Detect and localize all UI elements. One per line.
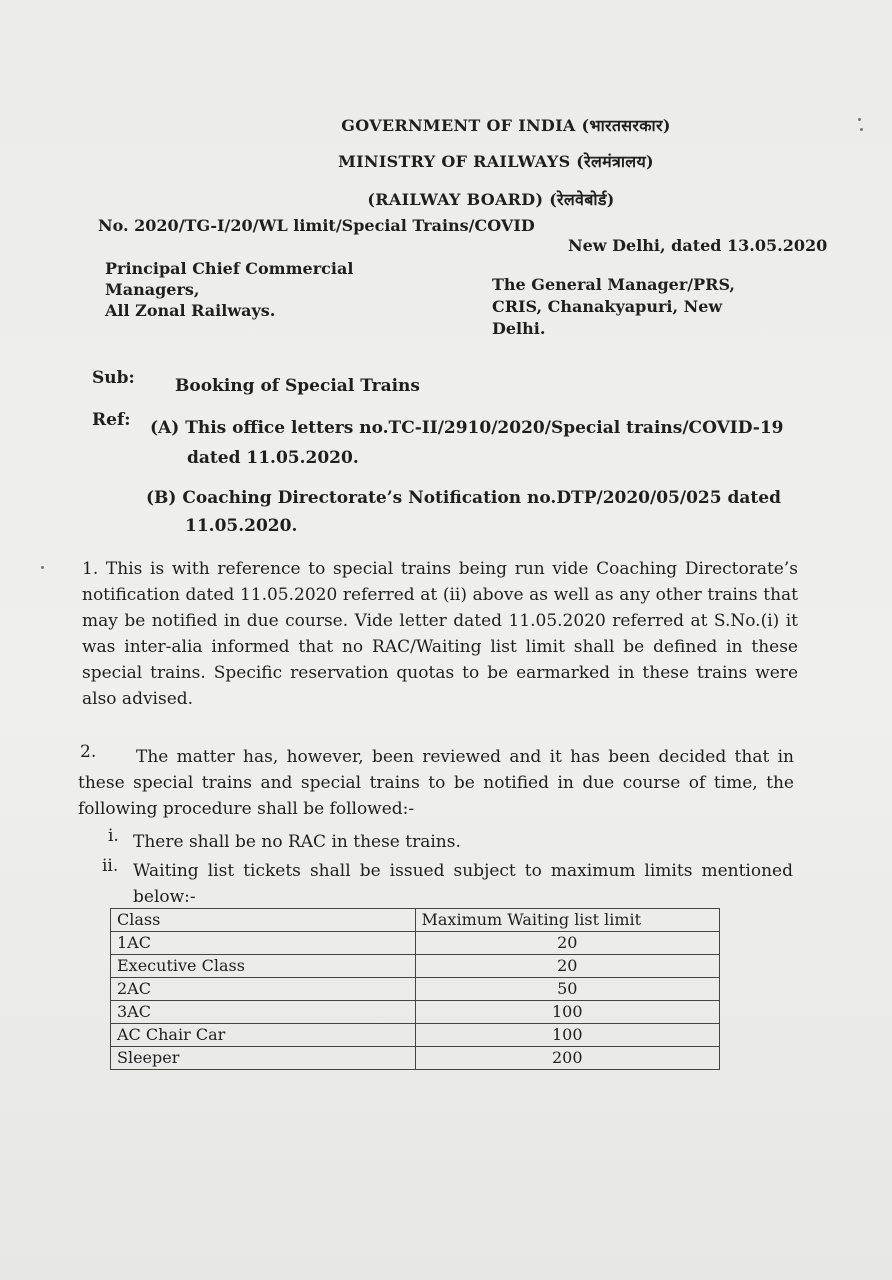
table-cell-limit: 100 bbox=[415, 1001, 720, 1024]
paragraph-2: The matter has, however, been reviewed and it has been decided that in these special trains and special trains to be notified in due course of time, the following procedure shall be followed:- bbox=[78, 747, 794, 819]
table-cell-limit: 50 bbox=[415, 978, 720, 1001]
reference-a-line2: dated 11.05.2020. bbox=[187, 448, 359, 468]
table-cell-limit: 20 bbox=[415, 955, 720, 978]
table-cell-limit: 200 bbox=[415, 1047, 720, 1070]
table-header-limit: Maximum Waiting list limit bbox=[415, 909, 720, 932]
addressee-right bbox=[492, 274, 735, 340]
table-row bbox=[111, 1001, 720, 1024]
paper-speck bbox=[860, 128, 863, 131]
header-railway-board: (RAILWAY BOARD) (रेलवेबोर्ड) bbox=[367, 190, 615, 209]
table-row bbox=[111, 955, 720, 978]
reference-label: Ref: bbox=[92, 410, 131, 430]
point-i-text: There shall be no RAC in these trains. bbox=[133, 832, 461, 852]
addressee-left-line: Principal Chief Commercial bbox=[105, 259, 354, 278]
table-cell-class: Sleeper bbox=[111, 1047, 416, 1070]
table-cell-class: Executive Class bbox=[111, 955, 416, 978]
subject-label: Sub: bbox=[92, 368, 135, 388]
addressee-left-line: Managers, bbox=[105, 280, 200, 299]
table-row bbox=[111, 978, 720, 1001]
reference-b-line2: 11.05.2020. bbox=[185, 516, 298, 536]
table-cell-class: 2AC bbox=[111, 978, 416, 1001]
addressee-left bbox=[105, 258, 353, 321]
table-header-row bbox=[111, 909, 720, 932]
subject-text: Booking of Special Trains bbox=[175, 376, 420, 396]
addressee-left-line: All Zonal Railways. bbox=[105, 301, 276, 320]
reference-a-line1: (A) This office letters no.TC-II/2910/2020/Special trains/COVID-19 bbox=[150, 418, 784, 438]
paper-speck bbox=[858, 118, 861, 121]
waiting-list-table bbox=[110, 908, 720, 1070]
point-ii-number: ii. bbox=[102, 856, 119, 876]
table-header-class: Class bbox=[111, 909, 416, 932]
table-cell-class: AC Chair Car bbox=[111, 1024, 416, 1047]
addressee-right-line: Delhi. bbox=[492, 319, 546, 338]
point-i-number: i. bbox=[108, 826, 119, 846]
paper-speck bbox=[41, 566, 44, 569]
table-row bbox=[111, 1047, 720, 1070]
letter-date: New Delhi, dated 13.05.2020 bbox=[568, 236, 828, 255]
table-row bbox=[111, 932, 720, 955]
addressee-right-line: CRIS, Chanakyapuri, New bbox=[492, 297, 723, 316]
table-row bbox=[111, 1024, 720, 1047]
point-ii-text: Waiting list tickets shall be issued subject to maximum limits mentioned below:- bbox=[133, 861, 793, 907]
table-cell-class: 3AC bbox=[111, 1001, 416, 1024]
table-cell-class: 1AC bbox=[111, 932, 416, 955]
table-cell-limit: 100 bbox=[415, 1024, 720, 1047]
table-cell-limit: 20 bbox=[415, 932, 720, 955]
paragraph-2-number: 2. bbox=[80, 742, 97, 762]
addressee-right-line: The General Manager/PRS, bbox=[492, 275, 735, 294]
header-ministry: MINISTRY OF RAILWAYS (रेलमंत्रालय) bbox=[338, 152, 654, 171]
paragraph-1: 1. This is with reference to special trains being run vide Coaching Directorate’s notification dated 11.05.2020 referred at (ii) above as well as any other trains that may be notified in due course. Vide letter dated 11.05.2020 referred at S.No.(i) it was inter-alia informed that no RAC/Waiting list limit shall be defined in these special trains. Specific reservation quotas to be earmarked in these trains were also advised. bbox=[82, 559, 798, 709]
letter-number: No. 2020/TG-I/20/WL limit/Special Trains/COVID bbox=[98, 216, 535, 235]
header-government: GOVERNMENT OF INDIA (भारतसरकार) bbox=[341, 116, 671, 135]
reference-b-line1: (B) Coaching Directorate’s Notification no.DTP/2020/05/025 dated bbox=[146, 488, 781, 508]
